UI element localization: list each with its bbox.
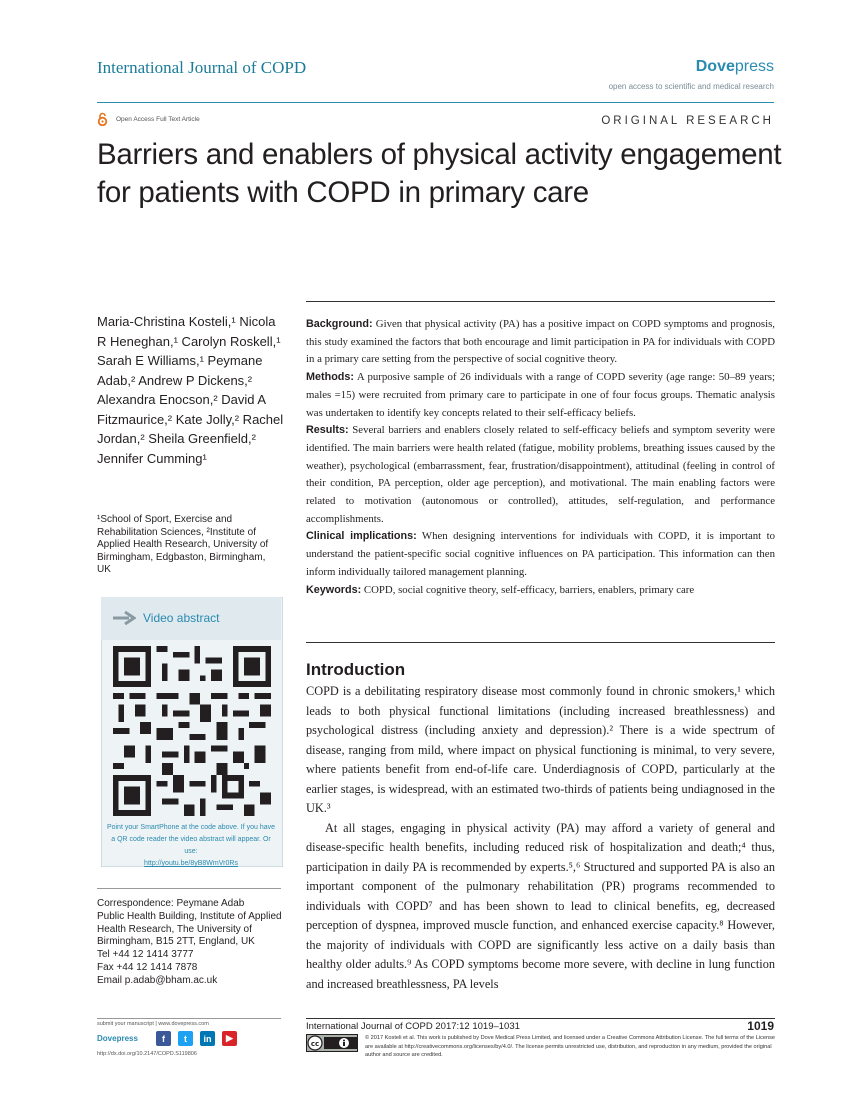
abstract-keywords [306,582,775,600]
affiliations: ¹School of Sport, Exercise and Rehabilitation Sciences, ²Institute of Applied Health Research, University of Birmingham, Edgbaston, Birmingham, UK [97,514,269,575]
abstract-clinical-text: When designing interventions for individuals with COPD, it is important to understand the patient-specific social cognitive influences on PA participation. This information can then inform individually tailored management planning. [306,530,775,578]
header-divider [97,102,774,103]
page-number: 1019 [747,1019,774,1033]
abstract-results [306,422,775,528]
qr-code[interactable] [113,646,271,816]
open-access-label: Open Access Full Text Article [116,115,200,123]
abstract-keywords-label: Keywords: [306,583,362,596]
youtube-icon[interactable]: ▶ [222,1031,237,1046]
abstract-top-divider [306,301,775,302]
correspondence-block [97,898,287,988]
abstract-clinical [306,528,775,581]
abstract [306,316,775,599]
introduction-body [306,682,775,994]
twitter-icon[interactable]: t [178,1031,193,1046]
abstract-background-text: Given that physical activity (PA) has a positive impact on COPD symptoms and prognosis, this study examined the factors that both encourage and limit participation in PA for individuals with COPD in a primary care setting from the perspective of social cognitive theory. [306,318,776,366]
video-abstract-link[interactable]: http://youtu.be/8yB8WmVr0Rs [144,860,238,867]
publisher-logo-dove: Dove [695,58,735,75]
journal-name[interactable]: International Journal of COPD [97,58,307,77]
social-links [156,1031,237,1046]
video-note-text: Point your SmartPhone at the code above. If you have a QR code reader the video abstract will appear. Or use: [106,824,276,855]
abstract-bottom-divider [306,642,775,643]
open-access-icon [97,112,108,126]
abstract-methods-label: Methods: [306,371,354,384]
footer-divider-left [97,1018,281,1019]
doi-link[interactable]: http://dx.doi.org/10.2147/COPD.S119806 [97,1051,197,1057]
correspondence-divider [97,888,281,889]
abstract-results-text: Several barriers and enablers closely related to self-efficacy beliefs and symptom severity were identified. The main barriers were health related (fatigue, mobility problems, breathing issues caused by the weather), psychological (embarrassment, fear, frustration/disappointment), attitudinal (feeling in control of their condition, PA perception, older age perception), and motivational. The main enabling factors were related to motivation (autonomous or controlled), attitudes, self-regulation, and performance accomplishments. [306,424,776,525]
abstract-methods-text: A purposive sample of 26 individuals with a range of COPD severity (age range: 50–89 years; males =15) were recruited from primary care to participate in one of four focus groups. Thematic analysis was undertaken to identify key concepts related to their self-efficacy beliefs. [306,371,775,419]
abstract-clinical-label: Clinical implications: [306,530,417,543]
abstract-background-label: Background: [306,318,373,330]
article-citation: International Journal of COPD 2017:12 1019–1031 [306,1021,520,1032]
video-abstract-note [106,822,276,870]
footer-divider-right [306,1018,775,1019]
arrow-right-icon [112,611,136,625]
submit-manuscript-link[interactable]: submit your manuscript | www.dovepress.com [97,1021,209,1027]
abstract-methods [306,369,775,422]
abstract-background [306,316,775,369]
abstract-results-label: Results: [306,424,349,437]
open-access-badge [97,112,200,126]
article-section: ORIGINAL RESEARCH [601,115,774,127]
correspondence-fax: Fax +44 12 1414 7878 [97,961,198,973]
svg-text:cc: cc [310,1040,320,1048]
publisher-logo-press: press [734,58,774,75]
publisher-tagline: open access to scientific and medical research [608,82,774,91]
correspondence-heading: Correspondence: Peymane Adab [97,898,245,909]
creative-commons-icon[interactable] [306,1034,358,1052]
article-title: Barriers and enablers of physical activity engagement for patients with COPD in primary care [97,138,782,209]
linkedin-icon[interactable]: in [200,1031,215,1046]
author-list: Maria-Christina Kosteli,¹ Nicola R Heneghan,¹ Carolyn Roskell,¹ Sarah E Williams,¹ Peymane Adab,² Andrew P Dickens,² Alexandra Enocson,² David A Fitzmaurice,² Kate Jolly,² Rachel Jordan,² Sheila Greenfield,² Jennifer Cumming¹ [97,314,284,466]
correspondence-email[interactable]: Email p.adab@bham.ac.uk [97,974,218,986]
correspondence-address: Public Health Building, Institute of Applied Health Research, The University of Birmingham, B15 2TT, England, UK [97,910,282,948]
abstract-keywords-text: COPD, social cognitive theory, self-efficacy, barriers, enablers, primary care [363,583,695,596]
paragraph: At all stages, engaging in physical activity (PA) may afford a variety of general and disease-specific health benefits, including reduced risk of hospitalization and death;⁴ thus, participation in daily PA is recommended by experts.⁵,⁶ Structured and supported PA is also an important component of the pulmonary rehabilitation (PR) programs recommended to individuals with COPD⁷ and has been shown to lead to clinical benefits, eg, decreased perception of dyspnea, improved muscle function, and enhanced exercise capacity.⁸ However, the majority of individuals with COPD are significantly less active on a daily basis than healthy older adults.⁹ As COPD symptoms become more severe, with decline in lung function and increased breathlessness, PA levels [306,820,775,991]
footer-dovepress-logo[interactable]: Dovepress [97,1034,138,1043]
video-abstract-label[interactable]: Video abstract [143,611,220,625]
publisher-logo[interactable] [696,58,774,76]
correspondence-tel: Tel +44 12 1414 3777 [97,949,194,961]
paragraph: COPD is a debilitating respiratory disease most commonly found in chronic smokers,¹ which leads to both physical functional limitations (including increased breathlessness) and psychological distress (including anxiety and depression).² There is a wide spectrum of disease, ranging from mild, where impact on physical functioning is minimal, to very severe, where patients benefit from end-of-life care. Underdiagnosis of COPD, particularly at the earlier stages, is widespread, with an estimated two-thirds of patients being undiagnosed in the UK.³ [306,684,775,815]
facebook-icon[interactable]: f [156,1031,171,1046]
license-text: © 2017 Kosteli et al. This work is published by Dove Medical Press Limited, and licensed under a Creative Commons Attribution License. The full terms of the License are available at http://creativecommons.org/licenses/by/4.0/. The license permits unrestricted use, distribution, and reproduction in any medium, provided the original author and source are credited. [365,1035,775,1059]
section-heading-introduction: Introduction [306,660,406,679]
